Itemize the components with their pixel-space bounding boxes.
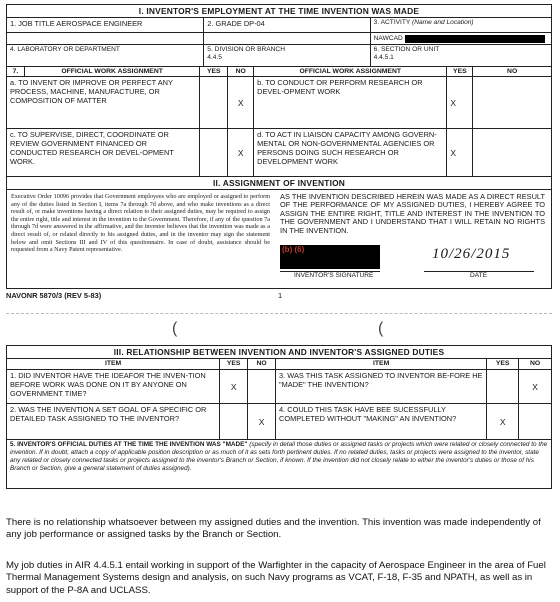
lab-field: 4. LABORATORY OR DEPARTMENT — [7, 45, 204, 66]
division-value: 4.4.5 — [207, 54, 222, 61]
question-5-block — [7, 440, 551, 488]
assignment-body — [7, 190, 551, 293]
assignment-statement-block — [274, 190, 551, 293]
item-7c-yes — [200, 129, 228, 176]
section-value: 4.4.5.1 — [373, 54, 394, 61]
page-break — [6, 313, 552, 314]
question-2-yes — [220, 404, 248, 439]
division-field — [204, 45, 370, 66]
date-label: DATE — [470, 272, 488, 279]
employment-form — [6, 4, 552, 300]
item-7b-no — [473, 77, 551, 128]
punch-mark-right: ( — [378, 320, 384, 337]
yes-col-header-3: YES — [220, 359, 248, 369]
item-7d-text: d. TO ACT IN LIAISON CAPACITY AMONG GOVERN-MENTAL OR NON-GOVERNMENTAL AGENCIES OR PERSONS DOING SUCH RESEARCH OR DEVELOPMENT WORK — [254, 129, 447, 176]
question-5-lead: 5. INVENTOR'S OFFICIAL DUTIES AT THE TIME THE INVENTION WAS "MADE" — [10, 441, 248, 448]
redaction-code: (b) (6) — [282, 245, 305, 254]
item-7c-no: X — [228, 129, 254, 176]
division-label: 5. DIVISION OR BRANCH — [207, 46, 285, 53]
job-title-field: 1. JOB TITLE AEROSPACE ENGINEER — [7, 18, 204, 32]
activity-value: NAWCAD — [373, 34, 403, 42]
section-1-title: I. INVENTOR'S EMPLOYMENT AT THE TIME INVENTION WAS MADE — [7, 5, 551, 18]
no-col-header: NO — [228, 67, 254, 76]
punch-mark-left: ( — [172, 320, 178, 337]
yes-col-header: YES — [200, 67, 228, 76]
question-2-text: 2. WAS THE INVENTION A SET GOAL OF A SPECIFIC OR DETAILED TASK ASSIGNED TO THE INVENTOR? — [7, 404, 220, 439]
no-col-header-4: NO — [529, 360, 541, 367]
job-row — [7, 18, 551, 33]
response-paragraph-2: My job duties in AIR 4.4.5.1 entail working in support of the Warfighter in the capacity of Aerospace Engineer in the area of Fuel Thermal Management Systems design and analysis, on such Navy programs as VCAT, F-18, F-35 and NPATH, as well as in support of the P-8A and UCLASS. — [6, 560, 546, 596]
assignment-row-ab — [7, 77, 551, 129]
question-3-text: 3. WAS THIS TASK ASSIGNED TO INVENTOR BE-FORE HE "MADE" THE INVENTION? — [276, 370, 487, 403]
item-7a-text: a. TO INVENT OR IMPROVE OR PERFECT ANY PROCESS, MACHINE, MANUFACTURE, OR COMPOSITION OF MATTER — [7, 77, 200, 128]
question-4-text: 4. COULD THIS TASK HAVE BEE SUCESSFULLY COMPLETED WITHOUT "MAKING" AN INVENTION? — [276, 404, 487, 439]
yes-col-header-2: YES — [447, 67, 473, 76]
item-7-number: 7. — [7, 67, 25, 76]
question-1-no — [248, 370, 276, 403]
response-paragraph-1: There is no relationship whatsoever between my assigned duties and the invention. This invention was made independently of any job performance or assigned tasks by the Branch or Section. — [6, 517, 541, 541]
activity-redaction — [405, 35, 545, 43]
form-frame — [6, 4, 552, 289]
activity-label: 3. ACTIVITY — [373, 19, 411, 26]
relationship-row-1 — [7, 370, 551, 404]
assignment-col-header-2: OFFICIAL WORK ASSIGNMENT — [254, 67, 447, 76]
assignment-header-row — [7, 67, 551, 77]
page-number: 1 — [278, 291, 283, 300]
section-field — [371, 45, 551, 66]
department-row — [7, 45, 551, 67]
signed-date: 10/26/2015 — [432, 246, 511, 262]
relationship-form — [6, 345, 552, 489]
relationship-row-2 — [7, 404, 551, 440]
relationship-header-row — [7, 359, 551, 370]
section-2-title: II. ASSIGNMENT OF INVENTION — [7, 177, 551, 190]
relationship-row-5 — [7, 440, 551, 488]
yes-col-header-4: YES — [487, 359, 519, 369]
assignment-col-header: OFFICIAL WORK ASSIGNMENT — [25, 67, 200, 76]
question-3-yes — [487, 370, 519, 403]
question-1-text: 1. DID INVENTOR HAVE THE IDEAFOR THE INVEN-TION BEFORE WORK WAS DONE ON IT BY ANYONE ON GOVERNMENT TIME? — [7, 370, 220, 403]
question-1-yes: X — [220, 370, 248, 403]
section-label: 6. SECTION OR UNIT — [373, 46, 440, 53]
item-7d-no — [473, 129, 551, 176]
item-7a-no: X — [228, 77, 254, 128]
item-col-header: ITEM — [7, 359, 220, 369]
signature-redaction — [280, 245, 380, 269]
activity-hint: (Name and Location) — [412, 19, 474, 26]
item-7b-mark: X — [447, 77, 473, 128]
item-7c-text: c. TO SUPERVISE, DIRECT, COORDINATE OR REVIEW GOVERNMENT FINANCED OR CONDUCTED RESEARCH OR DEVEL-OPMENT WORK. — [7, 129, 200, 176]
item-7b-text: b. TO CONDUCT OR PERFORM RESEARCH OR DEVEL-OPMENT WORK — [254, 77, 447, 128]
grade-field: 2. GRADE DP-04 — [204, 18, 370, 32]
signature-label: INVENTOR'S SIGNATURE — [294, 272, 374, 279]
assignment-row-cd — [7, 129, 551, 177]
section-3-title: III. RELATIONSHIP BETWEEN INVENTION AND INVENTOR'S ASSIGNED DUTIES — [7, 346, 551, 359]
activity-field — [371, 18, 551, 32]
activity-value-row — [7, 33, 551, 45]
question-4-no — [519, 404, 551, 439]
assignment-statement: AS THE INVENTION DESCRIBED HEREIN WAS MADE AS A DIRECT RESULT OF THE PERFORMANCE OF MY ASSIGNED DUTIES, I HEREBY AGREE TO ASSIGN THE ENTIRE RIGHT, TITLE AND INTEREST IN THE INVENTION TO THE GOVERNMENT AND I UNDERSTAND THAT I WILL RETAIN NO RIGHTS IN THE INVENTION. — [280, 192, 545, 235]
executive-order-text: Executive Order 10096 provides that Government employees who are employed or assigned to perform any of the duties listed in Section I, items 7a through 7d above, and who make inventions as a direct result of, or make inventions having a direct relation to their assigned duties, may be required to assign the entire right, title and interest in the invention to the Government. Therefore, if any of the question 7a through 7d were answered in the affirmative, and the inventor believes that the invention was made as a direct result of, or related directly to his assigned duties, and in the inventor may sign the statement below and omit Sections III and IV of this questionnaire. In case of doubt, assistance should be requested from a Navy Patent representative. — [11, 193, 271, 254]
item-7d-mark: X — [447, 129, 473, 176]
question-5-instructions: (specify in detail those duties or assigned tasks or projects which were related or closely connected to the invention. If in doubt, attach a copy of applicable position description or as much of it as sets forth pertinent duties. If no related duties, tasks or projects were assigned to the inventor, state any related or closely connected tasks or projects assigned to the inventor's Branch or Section, if known. If the invention did not closely relate to either the inventor's duties or those of his Branch or Section, give a general statement of duties assigned). — [10, 441, 548, 472]
item-7a-yes — [200, 77, 228, 128]
no-col-header-3: NO — [248, 359, 276, 369]
item-col-header-2: ITEM — [276, 359, 487, 369]
question-2-no: X — [248, 404, 276, 439]
form-id: NAVONR 5870/3 (REV 5-83) — [6, 291, 102, 300]
no-col-header-2: NO — [507, 68, 518, 75]
question-3-no: X — [532, 381, 538, 392]
question-4-yes: X — [487, 404, 519, 439]
